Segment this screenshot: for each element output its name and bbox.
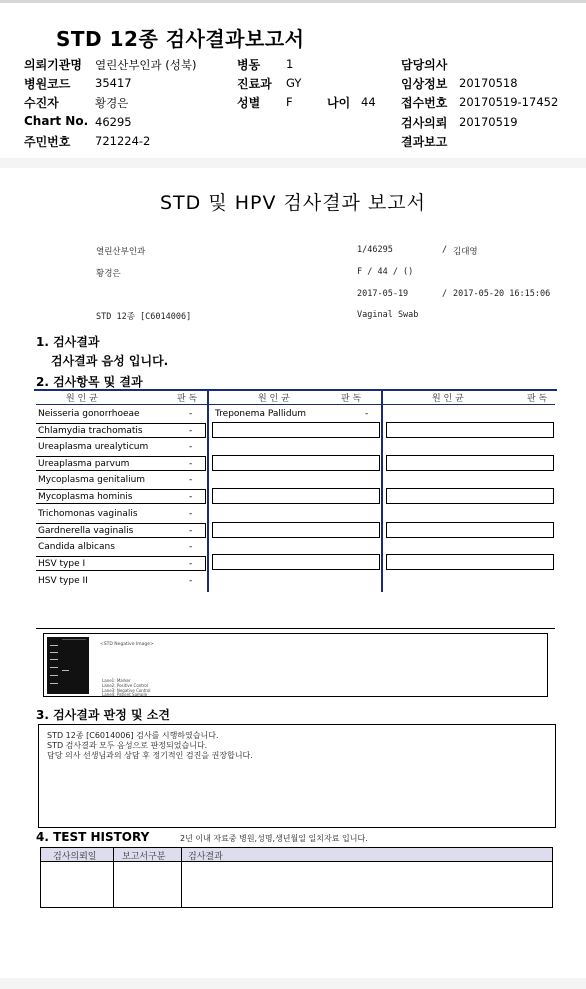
date-separator: /	[442, 289, 448, 299]
col3-header-pathogen: 원 인 균	[432, 394, 464, 404]
field-value-hospital-code: 35417	[95, 76, 132, 90]
history-col-report-type: 보고서구분	[122, 852, 166, 862]
empty-cell	[386, 488, 554, 504]
table-header-rule	[36, 404, 555, 405]
section1-result: 검사결과 음성 입니다.	[51, 354, 169, 368]
hospital-name: 열린산부인과	[96, 247, 146, 257]
history-table	[40, 847, 553, 908]
opinion-line-2: STD 검사결과 모두 음성으로 판정되었습니다.	[47, 741, 208, 750]
doctor-name: 김대영	[453, 247, 478, 257]
gel-band	[50, 667, 58, 668]
pathogen-result: -	[189, 459, 193, 469]
date-received: 2017-05-19	[357, 289, 409, 299]
header-title: STD 12종 검사결과보고서	[56, 27, 305, 51]
field-value-resident-no: 721224-2	[95, 134, 151, 148]
pathogen-name: Mycoplasma genitalium	[38, 475, 146, 485]
pathogen-name: Trichomonas vaginalis	[38, 509, 138, 519]
field-value-request-date: 20170519	[459, 115, 518, 129]
field-label-receipt-no: 접수번호	[401, 96, 448, 110]
field-value-chart-no: 46295	[95, 115, 132, 129]
field-value-age: 44	[361, 95, 376, 109]
gel-electrophoresis-image	[47, 637, 89, 694]
field-value-patient: 황경은	[95, 96, 129, 110]
gel-band	[50, 645, 58, 646]
opinion-box	[38, 724, 556, 828]
empty-cell	[386, 554, 554, 570]
empty-cell	[386, 522, 554, 538]
test-code: STD 12종 [C6014006]	[96, 312, 192, 322]
gel-caption: <STD Negative Image>	[100, 642, 154, 647]
field-value-department: GY	[286, 76, 302, 90]
field-label-chart-no: Chart No.	[24, 114, 89, 128]
chart-id: 1/46295	[357, 245, 393, 255]
field-label-patient: 수진자	[24, 96, 59, 110]
field-label-report-date: 결과보고	[401, 135, 448, 149]
col1-header-result: 판 독	[177, 394, 198, 404]
result-row-mhominis	[36, 489, 206, 504]
empty-cell	[212, 488, 380, 504]
opinion-line-3: 담당 의사 선생님과의 상담 후 정기적인 검진을 권장합니다.	[47, 751, 253, 760]
history-col-request-date: 검사의뢰일	[53, 852, 97, 862]
col1-header-pathogen: 원 인 균	[66, 394, 98, 404]
pathogen-name: Ureaplasma parvum	[38, 459, 130, 469]
report-page	[0, 168, 586, 978]
col2-header-pathogen: 원 인 균	[258, 394, 290, 404]
field-label-ward: 병동	[237, 58, 261, 72]
pathogen-result: -	[189, 526, 193, 536]
report-title: STD 및 HPV 검사결과 보고서	[159, 192, 427, 214]
section4-title: 4. TEST HISTORY	[36, 830, 150, 844]
gel-band	[50, 659, 58, 660]
gel-legend-lane2: Lane2: Positive Control	[102, 683, 148, 688]
empty-cell	[386, 455, 554, 471]
field-label-doctor: 담당의사	[401, 58, 448, 72]
pathogen-result: -	[189, 426, 193, 436]
opinion-line-1: STD 12종 [C6014006] 검사를 시행하였습니다.	[47, 731, 219, 740]
col3-header-result: 판 독	[527, 394, 548, 404]
result-row-ngonorrhoeae	[36, 407, 206, 422]
field-value-ward: 1	[286, 57, 294, 71]
result-row-tpallidum	[212, 407, 380, 423]
gel-legend-lane3: Lane3: Negative Control	[102, 688, 151, 693]
column-separator-1	[207, 390, 209, 592]
pathogen-result: -	[365, 409, 369, 419]
result-row-uurealyticum	[36, 440, 206, 455]
column-separator-2	[381, 390, 383, 592]
gel-top-rule	[36, 628, 555, 629]
result-row-ctrachomatis	[36, 423, 206, 438]
history-table-header	[41, 848, 552, 862]
empty-cell	[386, 422, 554, 438]
report-header	[0, 3, 586, 158]
patient-name: 황경은	[96, 269, 121, 279]
pathogen-result: -	[189, 559, 193, 569]
pathogen-name: Treponema Pallidum	[215, 409, 307, 419]
col1-header	[36, 391, 208, 403]
field-label-hospital: 의뢰기관명	[24, 58, 82, 72]
section3-title: 3. 검사결과 판정 및 소견	[36, 708, 170, 722]
gel-well-row	[62, 639, 86, 640]
field-value-sex: F	[286, 95, 293, 109]
field-label-hospital-code: 병원코드	[24, 77, 71, 91]
result-row-hsv2	[36, 574, 206, 589]
pathogen-name: Gardnerella vaginalis	[38, 526, 134, 536]
field-label-age: 나이	[327, 96, 351, 110]
gel-band	[50, 652, 58, 653]
gel-image-panel	[43, 633, 548, 697]
gel-legend-lane1: Lane1: Marker	[102, 678, 131, 683]
pathogen-name: Candida albicans	[38, 542, 115, 552]
result-row-calbicans	[36, 540, 206, 555]
col2-header-result: 판 독	[341, 394, 362, 404]
gel-band	[50, 683, 58, 684]
field-value-receipt-no: 20170519-17452	[459, 95, 559, 109]
history-col-divider	[113, 848, 114, 907]
date-reported: 2017-05-20 16:15:06	[453, 289, 551, 299]
field-label-department: 진료과	[237, 77, 272, 91]
pathogen-name: Mycoplasma hominis	[38, 492, 133, 502]
field-value-hospital: 열린산부인과 (성북)	[95, 58, 197, 72]
pathogen-result: -	[189, 475, 193, 485]
gel-legend-lane4: Lane4: Patient Sample	[102, 692, 148, 697]
pathogen-result: -	[189, 576, 193, 586]
empty-cell	[212, 455, 380, 471]
specimen: Vaginal Swab	[357, 310, 419, 320]
history-col-result: 검사결과	[188, 852, 223, 862]
pathogen-name: HSV type I	[38, 559, 86, 569]
field-label-request-date: 검사의뢰	[401, 116, 448, 130]
gel-band	[50, 675, 58, 676]
gel-band	[62, 670, 69, 671]
pathogen-result: -	[189, 492, 193, 502]
pathogen-name: Chlamydia trachomatis	[38, 426, 143, 436]
result-row-hsv1	[36, 556, 206, 571]
result-row-tvaginalis	[36, 507, 206, 522]
pathogen-result: -	[189, 542, 193, 552]
result-row-uparvum	[36, 456, 206, 471]
empty-cell	[212, 522, 380, 538]
empty-cell	[212, 554, 380, 570]
section2-title: 2. 검사항목 및 결과	[36, 375, 143, 389]
history-note: 2년 이내 자료중 병원,성명,생년월일 일치자료 입니다.	[180, 834, 368, 843]
pathogen-name: HSV type II	[38, 576, 88, 586]
pathogen-result: -	[189, 442, 193, 452]
result-row-mgenitalium	[36, 473, 206, 488]
field-value-clinical-info: 20170518	[459, 76, 518, 90]
pathogen-result: -	[189, 409, 193, 419]
section1-title: 1. 검사결과	[36, 335, 100, 349]
field-label-sex: 성별	[237, 96, 261, 110]
pathogen-name: Ureaplasma urealyticum	[38, 442, 149, 452]
empty-cell	[212, 422, 380, 438]
field-label-clinical-info: 임상정보	[401, 77, 448, 91]
field-label-resident-no: 주민번호	[24, 135, 71, 149]
pathogen-name: Neisseria gonorrhoeae	[38, 409, 140, 419]
history-col-divider	[181, 848, 182, 907]
doctor-separator: /	[442, 245, 448, 255]
pathogen-result: -	[189, 509, 193, 519]
sex-age: F / 44 / ()	[357, 267, 414, 277]
col2-header	[212, 391, 382, 403]
col3-header	[386, 391, 556, 403]
result-row-gvaginalis	[36, 523, 206, 538]
